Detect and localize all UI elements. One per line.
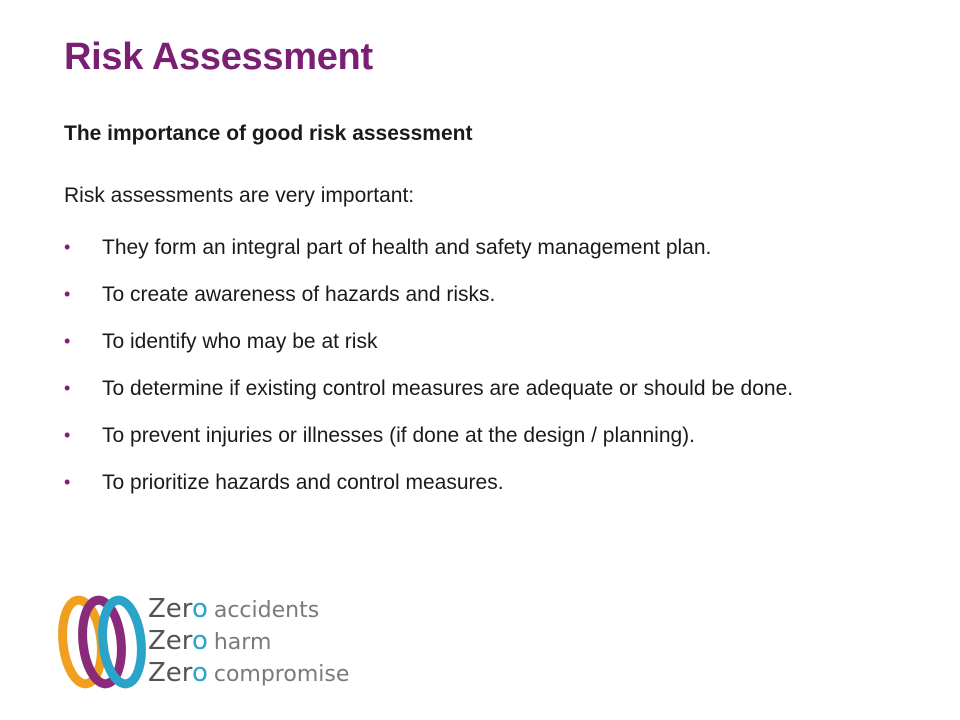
bullet-list	[64, 232, 924, 514]
bullet-icon: •	[64, 331, 71, 351]
bullet-text: To identify who may be at risk	[102, 330, 378, 353]
bullet-item	[64, 373, 924, 404]
bullet-item	[64, 420, 924, 451]
bullet-text: To prevent injuries or illnesses (if done at the design / planning).	[102, 424, 696, 447]
bullet-text: They form an integral part of health and safety management plan.	[102, 236, 712, 259]
bullet-icon: •	[64, 237, 71, 257]
section-subtitle: The importance of good risk assessment	[64, 122, 473, 145]
bullet-text: To prioritize hazards and control measures.	[102, 471, 504, 494]
bullet-text: To create awareness of hazards and risks.	[102, 283, 496, 306]
logo-line: Zero accidents	[148, 594, 320, 624]
bullet-text: To determine if existing control measures are adequate or should be done.	[102, 377, 794, 400]
bullet-icon: •	[64, 472, 71, 492]
bullet-item	[64, 326, 924, 357]
bullet-item	[64, 279, 924, 310]
zero-logo	[52, 592, 372, 692]
bullet-item	[64, 232, 924, 263]
bullet-item	[64, 467, 924, 498]
page-title: Risk Assessment	[64, 36, 373, 78]
rings-icon	[52, 592, 148, 692]
bullet-icon: •	[64, 425, 71, 445]
logo-tagline	[148, 594, 349, 690]
bullet-icon: •	[64, 378, 71, 398]
bullet-icon: •	[64, 284, 71, 304]
logo-line: Zero compromise	[148, 658, 350, 688]
logo-line: Zero harm	[148, 626, 272, 656]
intro-text: Risk assessments are very important:	[64, 184, 415, 207]
